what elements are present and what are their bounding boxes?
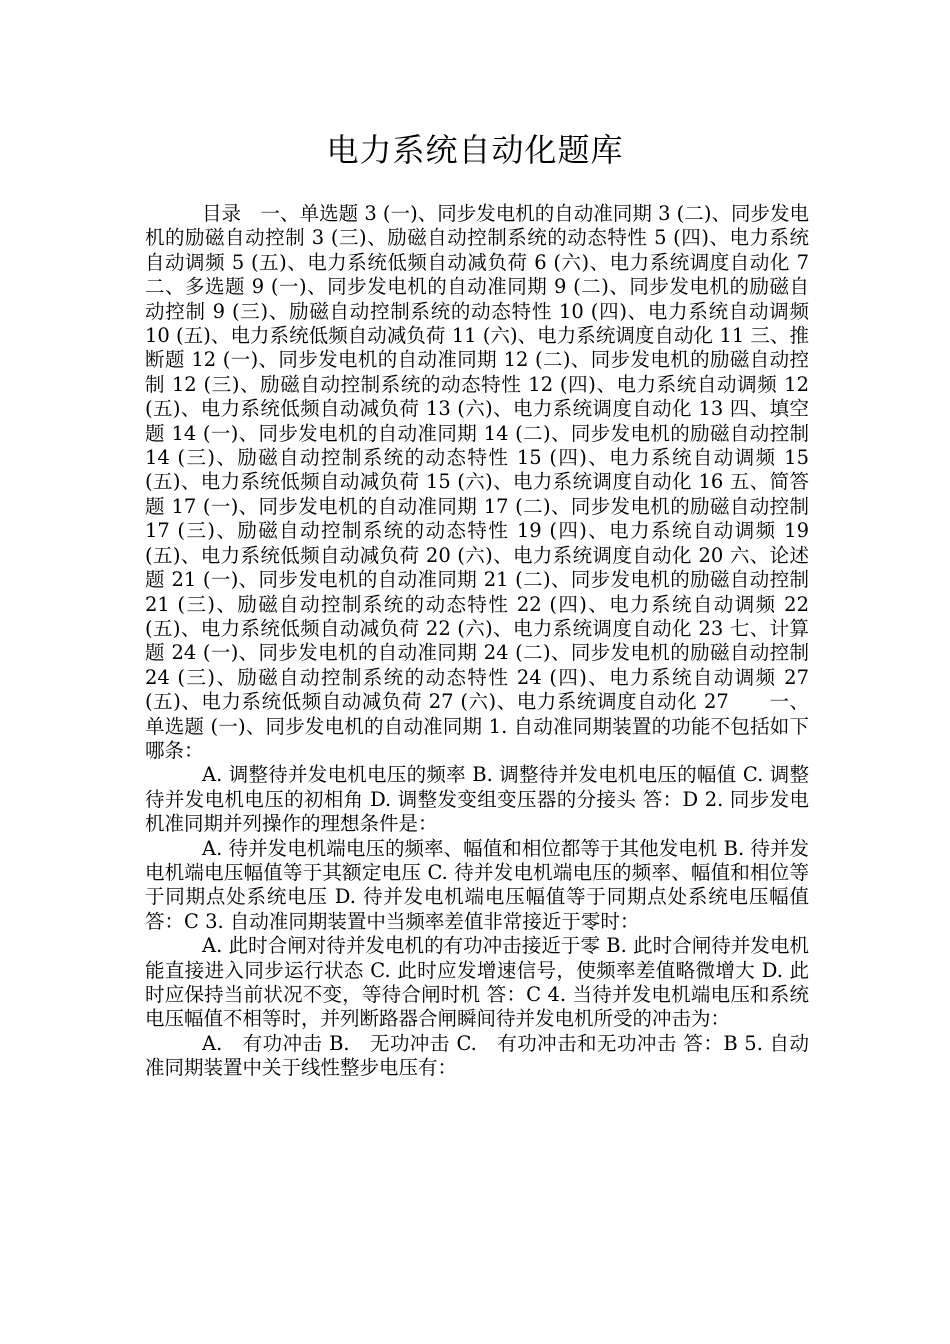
toc-paragraph: 目录 一、单选题 3 (一)、同步发电机的自动准同期 3 (二)、同步发电机的励磁自动控制 3 (三)、励磁自动控制系统的动态特性 5 (四)、电力系统自动调频 5 (五)、电力系统低频自动减负荷 6 (六)、电力系统调度自动化 7 二、多选题 9 (一)、同步发电机的自动准同期 9 (二)、同步发电机的励磁自动控制 9 (三)、励磁自动控制系统的动态特性 10 (四)、电力系统自动调频 10 (五)、电力系统低频自动减负荷 11 (六)、电力系统调度自动化 11 三、推断题 12 (一)、同步发电机的自动准同期 12 (二)、同步发电机的励磁自动控制 12 (三)、励磁自动控制系统的动态特性 12 (四)、电力系统自动调频 12 (五)、电力系统低频自动减负荷 13 (六)、电力系统调度自动化 13 四、填空题 14 (一)、同步发电机的自动准同期 14 (二)、同步发电机的励磁自动控制 14 (三)、励磁自动控制系统的动态特性 15 (四)、电力系统自动调频 15 (五)、电力系统低频自动减负荷 15 (六)、电力系统调度自动化 16 五、简答题 17 (一)、同步发电机的自动准同期 17 (二)、同步发电机的励磁自动控制 17 (三)、励磁自动控制系统的动态特性 19 (四)、电力系统自动调频 19 (五)、电力系统低频自动减负荷 20 (六)、电力系统调度自动化 20 六、论述题 21 (一)、同步发电机的自动准同期 21 (二)、同步发电机的励磁自动控制 21 (三)、励磁自动控制系统的动态特性 22 (四)、电力系统自动调频 22 (五)、电力系统低频自动减负荷 22 (六)、电力系统调度自动化 23 七、计算题 24 (一)、同步发电机的自动准同期 24 (二)、同步发电机的励磁自动控制 24 (三)、励磁自动控制系统的动态特性 24 (四)、电力系统自动调频 27 (五)、电力系统低频自动减负荷 27 (六)、电力系统调度自动化 27 一、单选题 (一)、同步发电机的自动准同期 1. 自动准同期装置的功能不包括如下哪条： bbox=[145, 202, 809, 762]
question-2-options-paragraph: A. 待并发电机端电压的频率、幅值和相位都等于其他发电机 B. 待并发电机端电压幅值等于其额定电压 C. 待并发电机端电压的频率、幅值和相位等于同期点处系统电压 D. 待并发电机端电压幅值等于同期点处系统电压幅值 答：C 3. 自动准同期装置中当频率差值非常接近于零时： bbox=[145, 836, 809, 933]
question-4-options-paragraph: A. 有功冲击 B. 无功冲击 C. 有功冲击和无功冲击 答：B 5. 自动准同期装置中关于线性整步电压有： bbox=[145, 1031, 809, 1080]
question-3-options-paragraph: A. 此时合闸对待并发电机的有功冲击接近于零 B. 此时合闸待并发电机能直接进入同步运行状态 C. 此时应发增速信号，使频率差值略微增大 D. 此时应保持当前状况不变，等待合闸时机 答：C 4. 当待并发电机端电压和系统电压幅值不相等时，并列断路器合闸瞬间待并发电机所受的冲击为： bbox=[145, 934, 809, 1031]
question-1-options-paragraph: A. 调整待并发电机电压的频率 B. 调整待并发电机电压的幅值 C. 调整待并发电机电压的初相角 D. 调整发变组变压器的分接头 答：D 2. 同步发电机准同期并列操作的理想条件是： bbox=[145, 763, 809, 836]
document-body bbox=[145, 202, 809, 1081]
document-title: 电力系统自动化题库 bbox=[326, 131, 624, 169]
